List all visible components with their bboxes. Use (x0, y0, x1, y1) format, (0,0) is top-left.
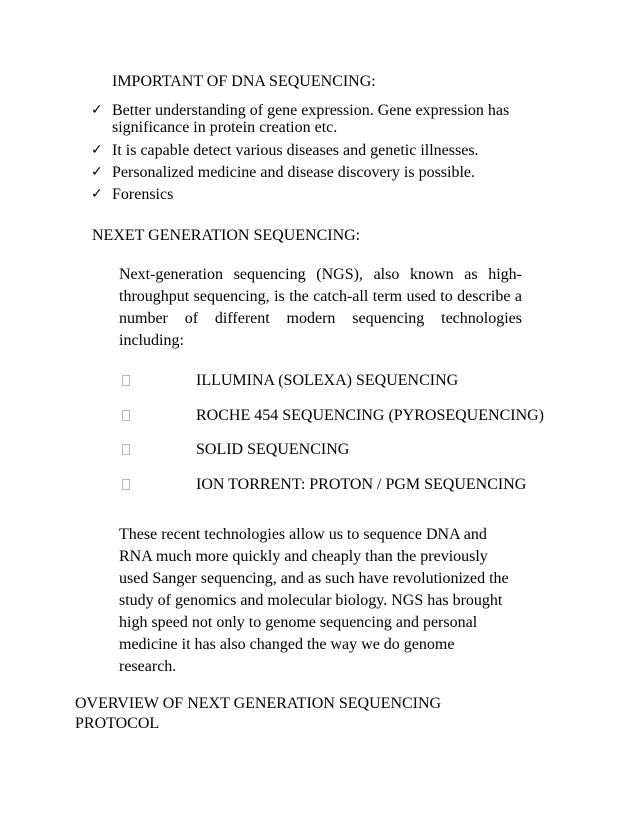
ngs-intro-paragraph: Next-generation sequencing (NGS), also known as high-throughput sequencing, is the catch-all term used to describe a number of different modern sequencing technologies including: (119, 266, 522, 349)
ngs-summary-paragraph: These recent technologies allow us to sequence DNA and RNA much more quickly and cheaply than the previously used Sanger sequencing, and as such have revolutionized the study of genomics and molecular biology. NGS has brought high speed not only to genome sequencing and personal medicine it has also changed the way we do genome research. (119, 526, 509, 675)
technology-label: ROCHE 454 SEQUENCING (PYROSEQUENCING) (196, 406, 544, 424)
technology-item (119, 371, 569, 391)
importance-list (91, 102, 521, 206)
technology-item (119, 440, 569, 460)
technology-label: SOLID SEQUENCING (196, 441, 350, 458)
check-icon: ✓ (91, 142, 103, 158)
importance-text: Better understanding of gene expression. Gene expression has significance in protein creation etc. (112, 102, 510, 136)
technology-item (119, 406, 569, 426)
technology-label: ION TORRENT: PROTON / PGM SEQUENCING (196, 475, 527, 493)
bullet-box-icon (122, 375, 130, 386)
technology-list (119, 371, 569, 509)
importance-heading: IMPORTANT OF DNA SEQUENCING: (112, 73, 376, 90)
overview-heading-line1: OVERVIEW OF NEXT GENERATION SEQUENCING (75, 695, 442, 712)
technology-label: ILLUMINA (SOLEXA) SEQUENCING (196, 372, 459, 389)
importance-item (91, 186, 521, 203)
importance-text: Forensics (112, 186, 174, 203)
overview-heading-line2: PROTOCOL (75, 715, 160, 732)
check-icon: ✓ (91, 186, 103, 202)
importance-text: Personalized medicine and disease discovery is possible. (112, 164, 476, 181)
importance-item (91, 142, 521, 159)
bullet-box-icon (122, 444, 130, 455)
check-icon: ✓ (91, 102, 103, 118)
bullet-box-icon (122, 479, 130, 490)
importance-text: It is capable detect various diseases and genetic illnesses. (112, 142, 479, 159)
check-icon: ✓ (91, 164, 103, 180)
technology-item (119, 475, 569, 495)
bullet-box-icon (122, 410, 130, 421)
importance-item (91, 164, 521, 181)
importance-item (91, 102, 521, 136)
ngs-heading: NEXET GENERATION SEQUENCING: (92, 227, 361, 244)
